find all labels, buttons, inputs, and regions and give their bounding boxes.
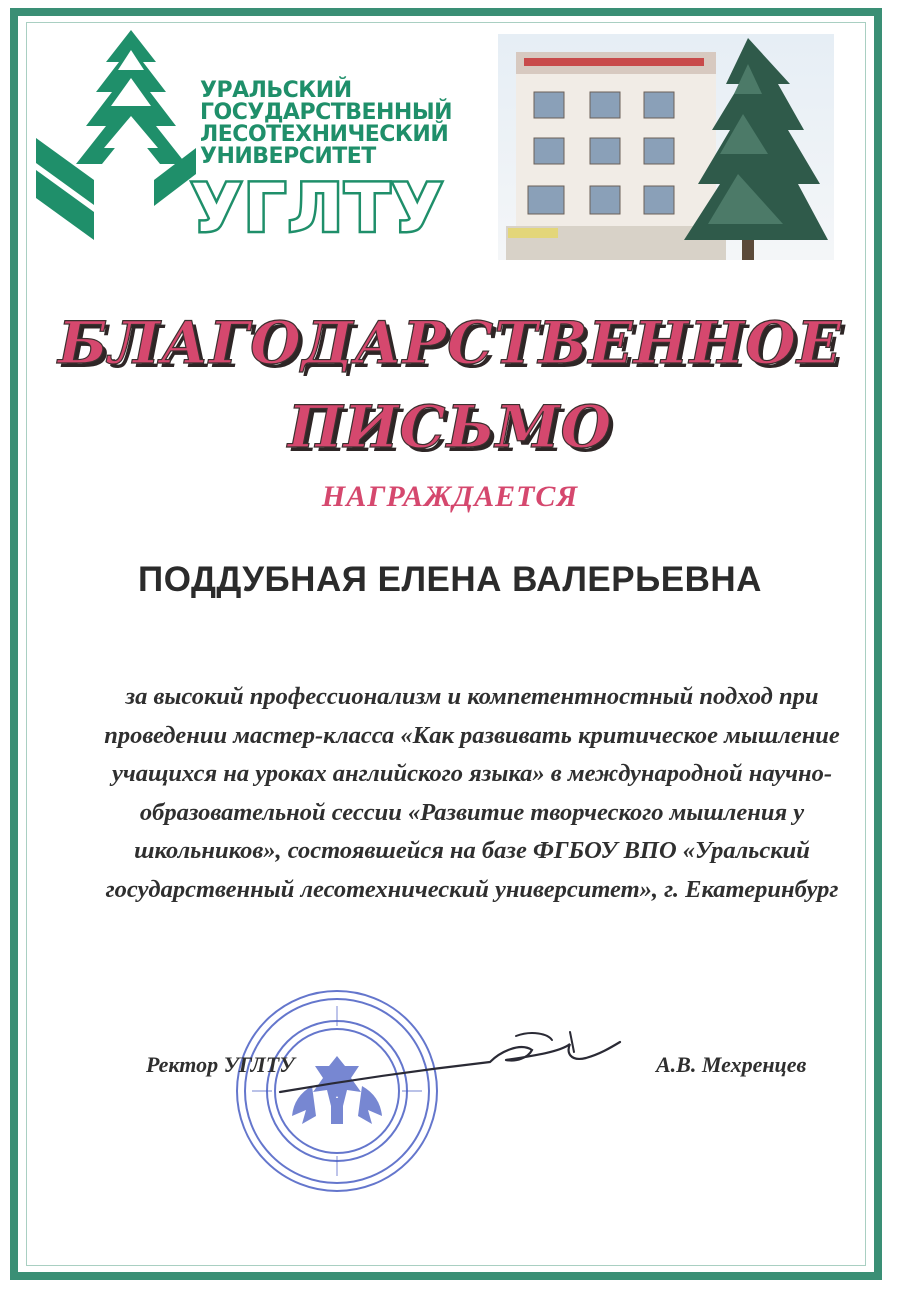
logo-line: УРАЛЬСКИЙ <box>200 78 352 103</box>
spruce-logo-icon <box>36 30 206 250</box>
body-line: образовательной сессии «Развитие творческого мышления у <box>139 798 805 826</box>
body-line: школьников», состоявшейся на базе ФГБОУ ВПО «Уральский <box>134 837 810 864</box>
certificate-title-line2: ПИСЬМО <box>287 393 613 461</box>
handwritten-signature <box>270 1022 630 1112</box>
awarded-heading: НАГРАЖДАЕТСЯ <box>321 480 579 513</box>
logo-line: ЛЕСОТЕХНИЧЕСКИЙ <box>200 122 449 147</box>
recipient-name: ПОДДУБНАЯ ЕЛЕНА ВАЛЕРЬЕВНА <box>138 560 762 599</box>
body-line: за высокий профессионализм и компетентностный подход при <box>125 683 819 710</box>
body-line: государственный лесотехнический университет», г. Екатеринбург <box>105 875 839 903</box>
logo-abbreviation: УГЛТУ <box>191 170 445 247</box>
logo-university-name <box>200 80 452 168</box>
university-building-photo <box>498 34 834 260</box>
logo-line: УНИВЕРСИТЕТ <box>200 144 376 169</box>
body-line: проведении мастер-класса «Как развивать критическое мышление <box>104 721 840 749</box>
signatory-title: Ректор УГЛТУ <box>146 1052 295 1077</box>
award-reason <box>86 678 858 909</box>
body-line: учащихся на уроках английского языка» в международной научно- <box>112 760 832 787</box>
signatory-name: А.В. Мехренцев <box>656 1052 807 1077</box>
certificate-title: БЛАГОДАРСТВЕННОЕ <box>58 309 842 377</box>
logo-line: ГОСУДАРСТВЕННЫЙ <box>200 100 453 125</box>
university-logo <box>36 30 453 250</box>
